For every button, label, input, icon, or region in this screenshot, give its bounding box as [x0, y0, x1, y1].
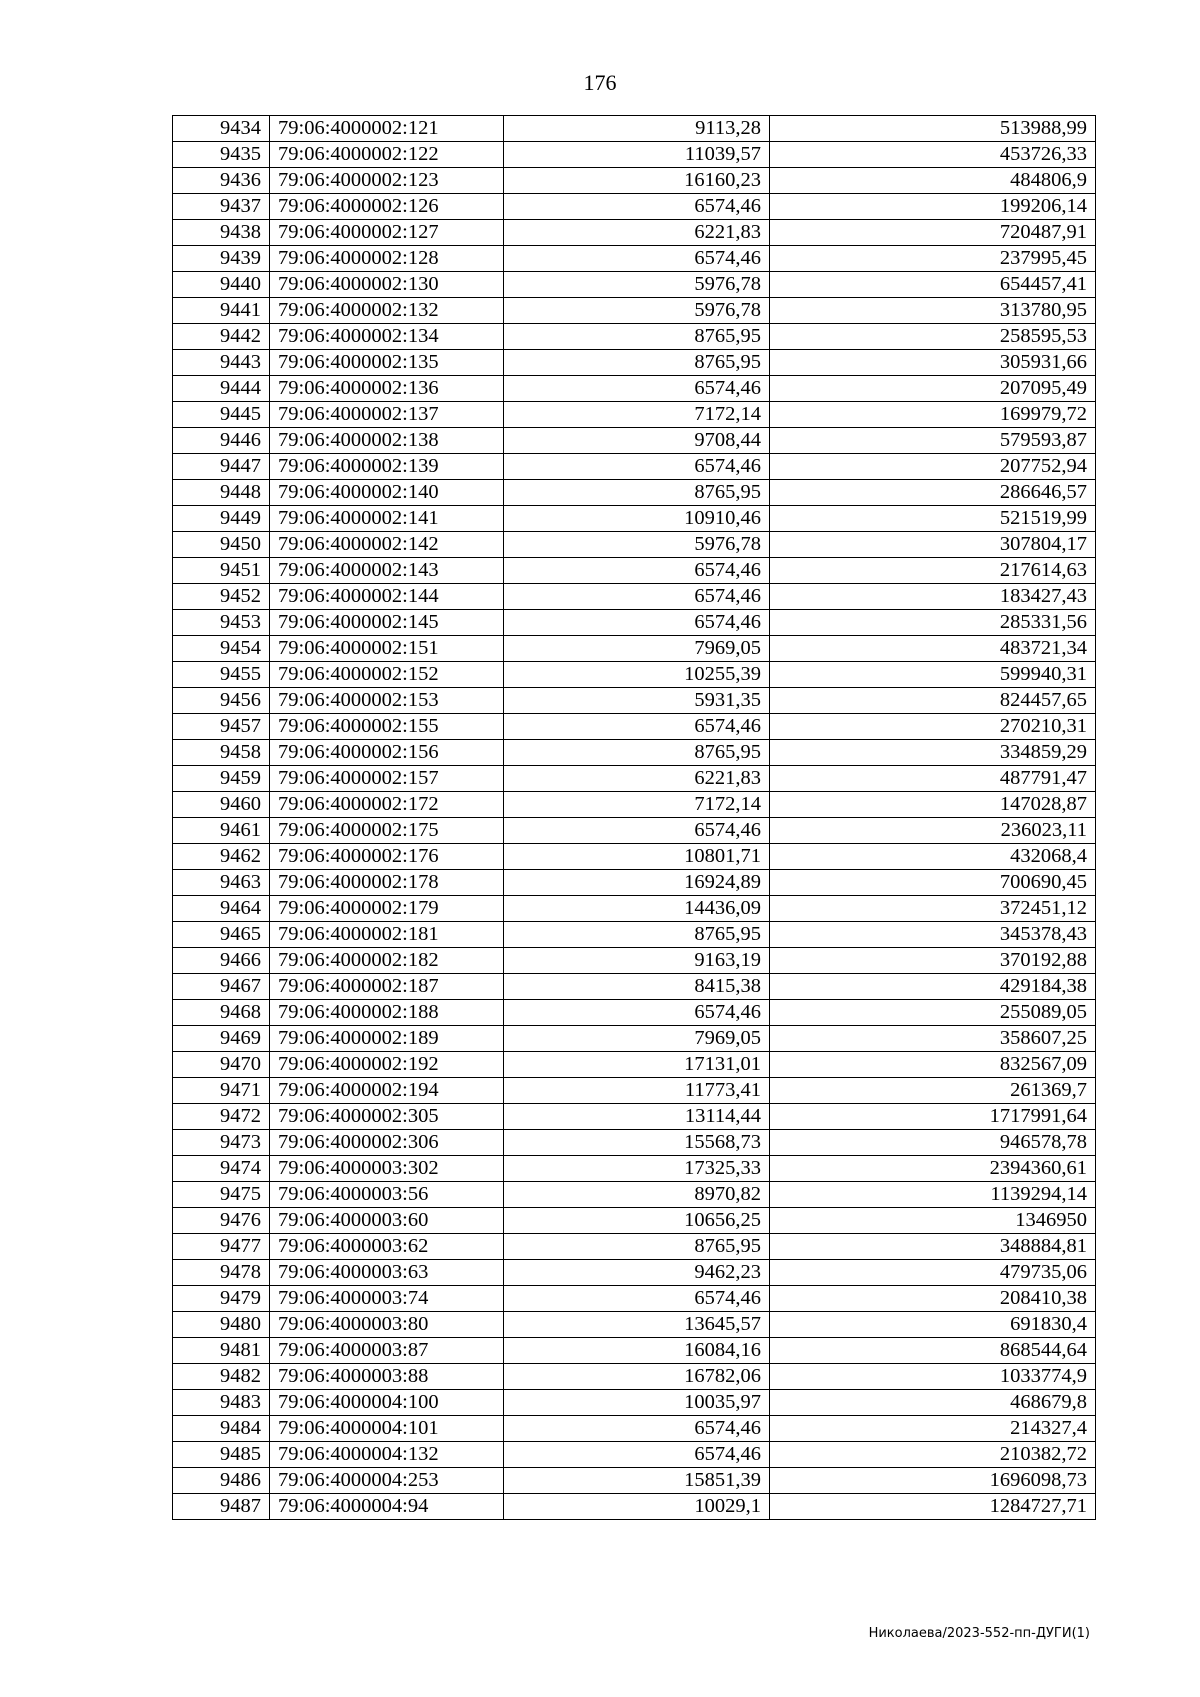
row-number-cell: 9467 [173, 974, 270, 1000]
table-row [173, 1312, 1096, 1338]
document-reference: Николаева/2023-552-пп-ДУГИ(1) [868, 1626, 1090, 1641]
row-number-cell: 9483 [173, 1390, 270, 1416]
area-cell: 9708,44 [504, 428, 770, 454]
cadastral-number-cell: 79:06:4000002:176 [270, 844, 504, 870]
cadastral-number-cell: 79:06:4000004:100 [270, 1390, 504, 1416]
cadastral-number-cell: 79:06:4000002:135 [270, 350, 504, 376]
area-cell: 10910,46 [504, 506, 770, 532]
area-cell: 6574,46 [504, 1442, 770, 1468]
area-cell: 6221,83 [504, 766, 770, 792]
cadastral-value-cell: 286646,57 [770, 480, 1096, 506]
cadastral-value-cell: 1346950 [770, 1208, 1096, 1234]
table-row [173, 870, 1096, 896]
cadastral-value-cell: 487791,47 [770, 766, 1096, 792]
table-row [173, 636, 1096, 662]
cadastral-value-cell: 453726,33 [770, 142, 1096, 168]
row-number-cell: 9448 [173, 480, 270, 506]
row-number-cell: 9484 [173, 1416, 270, 1442]
area-cell: 9163,19 [504, 948, 770, 974]
cadastral-value-cell: 270210,31 [770, 714, 1096, 740]
row-number-cell: 9455 [173, 662, 270, 688]
cadastral-value-cell: 208410,38 [770, 1286, 1096, 1312]
cadastral-number-cell: 79:06:4000002:157 [270, 766, 504, 792]
area-cell: 6574,46 [504, 376, 770, 402]
row-number-cell: 9462 [173, 844, 270, 870]
row-number-cell: 9485 [173, 1442, 270, 1468]
area-cell: 8970,82 [504, 1182, 770, 1208]
area-cell: 6574,46 [504, 558, 770, 584]
cadastral-value-cell: 654457,41 [770, 272, 1096, 298]
cadastral-number-cell: 79:06:4000002:188 [270, 1000, 504, 1026]
cadastral-number-cell: 79:06:4000003:302 [270, 1156, 504, 1182]
cadastral-value-cell: 483721,34 [770, 636, 1096, 662]
table-row [173, 1442, 1096, 1468]
row-number-cell: 9472 [173, 1104, 270, 1130]
row-number-cell: 9486 [173, 1468, 270, 1494]
cadastral-value-cell: 372451,12 [770, 896, 1096, 922]
table-row [173, 1234, 1096, 1260]
cadastral-number-cell: 79:06:4000002:145 [270, 610, 504, 636]
cadastral-number-cell: 79:06:4000002:142 [270, 532, 504, 558]
cadastral-value-table [172, 115, 1096, 1520]
cadastral-number-cell: 79:06:4000002:172 [270, 792, 504, 818]
table-row [173, 1052, 1096, 1078]
area-cell: 5976,78 [504, 272, 770, 298]
row-number-cell: 9436 [173, 168, 270, 194]
table-row [173, 1078, 1096, 1104]
cadastral-number-cell: 79:06:4000003:74 [270, 1286, 504, 1312]
table-row [173, 1286, 1096, 1312]
row-number-cell: 9441 [173, 298, 270, 324]
cadastral-number-cell: 79:06:4000002:141 [270, 506, 504, 532]
row-number-cell: 9446 [173, 428, 270, 454]
cadastral-value-cell: 479735,06 [770, 1260, 1096, 1286]
row-number-cell: 9463 [173, 870, 270, 896]
cadastral-number-cell: 79:06:4000002:139 [270, 454, 504, 480]
cadastral-value-cell: 1696098,73 [770, 1468, 1096, 1494]
row-number-cell: 9447 [173, 454, 270, 480]
cadastral-value-cell: 313780,95 [770, 298, 1096, 324]
cadastral-number-cell: 79:06:4000002:152 [270, 662, 504, 688]
cadastral-value-cell: 579593,87 [770, 428, 1096, 454]
row-number-cell: 9451 [173, 558, 270, 584]
table-row [173, 1130, 1096, 1156]
cadastral-number-cell: 79:06:4000002:137 [270, 402, 504, 428]
area-cell: 11773,41 [504, 1078, 770, 1104]
table-row [173, 168, 1096, 194]
cadastral-number-cell: 79:06:4000002:306 [270, 1130, 504, 1156]
row-number-cell: 9464 [173, 896, 270, 922]
cadastral-number-cell: 79:06:4000002:136 [270, 376, 504, 402]
page-number: 176 [583, 70, 617, 95]
cadastral-value-cell: 307804,17 [770, 532, 1096, 558]
cadastral-number-cell: 79:06:4000003:62 [270, 1234, 504, 1260]
area-cell: 5931,35 [504, 688, 770, 714]
cadastral-number-cell: 79:06:4000002:182 [270, 948, 504, 974]
row-number-cell: 9445 [173, 402, 270, 428]
cadastral-number-cell: 79:06:4000002:132 [270, 298, 504, 324]
cadastral-number-cell: 79:06:4000002:126 [270, 194, 504, 220]
table-row [173, 480, 1096, 506]
cadastral-value-cell: 183427,43 [770, 584, 1096, 610]
area-cell: 9462,23 [504, 1260, 770, 1286]
row-number-cell: 9439 [173, 246, 270, 272]
cadastral-number-cell: 79:06:4000002:155 [270, 714, 504, 740]
table-row [173, 974, 1096, 1000]
table-row [173, 454, 1096, 480]
row-number-cell: 9444 [173, 376, 270, 402]
table-row [173, 116, 1096, 142]
area-cell: 10801,71 [504, 844, 770, 870]
row-number-cell: 9457 [173, 714, 270, 740]
area-cell: 8765,95 [504, 324, 770, 350]
cadastral-value-cell: 217614,63 [770, 558, 1096, 584]
cadastral-value-cell: 832567,09 [770, 1052, 1096, 1078]
cadastral-value-cell: 199206,14 [770, 194, 1096, 220]
row-number-cell: 9479 [173, 1286, 270, 1312]
table-row [173, 402, 1096, 428]
area-cell: 6574,46 [504, 194, 770, 220]
area-cell: 6574,46 [504, 818, 770, 844]
area-cell: 6574,46 [504, 454, 770, 480]
table-row [173, 1000, 1096, 1026]
table-row [173, 922, 1096, 948]
cadastral-number-cell: 79:06:4000002:138 [270, 428, 504, 454]
area-cell: 7969,05 [504, 636, 770, 662]
cadastral-number-cell: 79:06:4000002:194 [270, 1078, 504, 1104]
table-row [173, 896, 1096, 922]
row-number-cell: 9449 [173, 506, 270, 532]
table-row [173, 194, 1096, 220]
area-cell: 6221,83 [504, 220, 770, 246]
cadastral-value-cell: 1284727,71 [770, 1494, 1096, 1520]
row-number-cell: 9443 [173, 350, 270, 376]
cadastral-number-cell: 79:06:4000002:130 [270, 272, 504, 298]
row-number-cell: 9477 [173, 1234, 270, 1260]
cadastral-value-cell: 513988,99 [770, 116, 1096, 142]
table-row [173, 662, 1096, 688]
cadastral-number-cell: 79:06:4000002:189 [270, 1026, 504, 1052]
row-number-cell: 9474 [173, 1156, 270, 1182]
table-row [173, 324, 1096, 350]
row-number-cell: 9471 [173, 1078, 270, 1104]
cadastral-number-cell: 79:06:4000003:63 [270, 1260, 504, 1286]
table-row [173, 714, 1096, 740]
area-cell: 6574,46 [504, 584, 770, 610]
area-cell: 6574,46 [504, 1000, 770, 1026]
area-cell: 6574,46 [504, 714, 770, 740]
table-row [173, 1338, 1096, 1364]
table-row [173, 1156, 1096, 1182]
cadastral-value-cell: 345378,43 [770, 922, 1096, 948]
table-row [173, 1104, 1096, 1130]
area-cell: 8765,95 [504, 1234, 770, 1260]
row-number-cell: 9456 [173, 688, 270, 714]
cadastral-number-cell: 79:06:4000003:87 [270, 1338, 504, 1364]
row-number-cell: 9438 [173, 220, 270, 246]
cadastral-value-cell: 305931,66 [770, 350, 1096, 376]
cadastral-value-cell: 210382,72 [770, 1442, 1096, 1468]
cadastral-value-cell: 521519,99 [770, 506, 1096, 532]
area-cell: 8765,95 [504, 740, 770, 766]
area-cell: 6574,46 [504, 610, 770, 636]
cadastral-number-cell: 79:06:4000002:187 [270, 974, 504, 1000]
cadastral-number-cell: 79:06:4000002:134 [270, 324, 504, 350]
row-number-cell: 9470 [173, 1052, 270, 1078]
table-row [173, 1364, 1096, 1390]
cadastral-number-cell: 79:06:4000004:101 [270, 1416, 504, 1442]
row-number-cell: 9469 [173, 1026, 270, 1052]
cadastral-value-cell: 258595,53 [770, 324, 1096, 350]
area-cell: 17325,33 [504, 1156, 770, 1182]
table-row [173, 350, 1096, 376]
cadastral-number-cell: 79:06:4000002:128 [270, 246, 504, 272]
cadastral-number-cell: 79:06:4000004:253 [270, 1468, 504, 1494]
table-row [173, 948, 1096, 974]
row-number-cell: 9450 [173, 532, 270, 558]
table-row [173, 220, 1096, 246]
row-number-cell: 9453 [173, 610, 270, 636]
area-cell: 7172,14 [504, 402, 770, 428]
cadastral-number-cell: 79:06:4000002:143 [270, 558, 504, 584]
table-row [173, 610, 1096, 636]
area-cell: 7172,14 [504, 792, 770, 818]
cadastral-number-cell: 79:06:4000004:132 [270, 1442, 504, 1468]
row-number-cell: 9442 [173, 324, 270, 350]
cadastral-number-cell: 79:06:4000003:56 [270, 1182, 504, 1208]
row-number-cell: 9465 [173, 922, 270, 948]
row-number-cell: 9475 [173, 1182, 270, 1208]
table-row [173, 818, 1096, 844]
cadastral-number-cell: 79:06:4000002:140 [270, 480, 504, 506]
row-number-cell: 9482 [173, 1364, 270, 1390]
area-cell: 6574,46 [504, 1286, 770, 1312]
row-number-cell: 9487 [173, 1494, 270, 1520]
area-cell: 5976,78 [504, 298, 770, 324]
cadastral-value-cell: 432068,4 [770, 844, 1096, 870]
cadastral-value-cell: 720487,91 [770, 220, 1096, 246]
cadastral-number-cell: 79:06:4000002:192 [270, 1052, 504, 1078]
cadastral-number-cell: 79:06:4000002:151 [270, 636, 504, 662]
cadastral-value-cell: 358607,25 [770, 1026, 1096, 1052]
table-row [173, 1468, 1096, 1494]
area-cell: 10255,39 [504, 662, 770, 688]
table-row [173, 1182, 1096, 1208]
area-cell: 8765,95 [504, 350, 770, 376]
cadastral-value-cell: 1139294,14 [770, 1182, 1096, 1208]
cadastral-number-cell: 79:06:4000002:178 [270, 870, 504, 896]
cadastral-number-cell: 79:06:4000002:153 [270, 688, 504, 714]
cadastral-number-cell: 79:06:4000002:122 [270, 142, 504, 168]
cadastral-value-cell: 236023,11 [770, 818, 1096, 844]
cadastral-value-cell: 484806,9 [770, 168, 1096, 194]
row-number-cell: 9473 [173, 1130, 270, 1156]
cadastral-number-cell: 79:06:4000002:144 [270, 584, 504, 610]
cadastral-number-cell: 79:06:4000002:179 [270, 896, 504, 922]
area-cell: 8415,38 [504, 974, 770, 1000]
cadastral-value-cell: 147028,87 [770, 792, 1096, 818]
area-cell: 8765,95 [504, 480, 770, 506]
cadastral-value-cell: 700690,45 [770, 870, 1096, 896]
table-row [173, 1416, 1096, 1442]
table-row [173, 766, 1096, 792]
cadastral-value-cell: 2394360,61 [770, 1156, 1096, 1182]
cadastral-value-cell: 285331,56 [770, 610, 1096, 636]
table-row [173, 142, 1096, 168]
cadastral-value-cell: 237995,45 [770, 246, 1096, 272]
row-number-cell: 9480 [173, 1312, 270, 1338]
row-number-cell: 9437 [173, 194, 270, 220]
cadastral-value-cell: 255089,05 [770, 1000, 1096, 1026]
area-cell: 6574,46 [504, 1416, 770, 1442]
table-row [173, 558, 1096, 584]
table-row [173, 1390, 1096, 1416]
table-row [173, 532, 1096, 558]
table-row [173, 1494, 1096, 1520]
area-cell: 16924,89 [504, 870, 770, 896]
table-row [173, 792, 1096, 818]
area-cell: 13114,44 [504, 1104, 770, 1130]
table-body [173, 116, 1096, 1520]
cadastral-value-cell: 334859,29 [770, 740, 1096, 766]
table-row [173, 428, 1096, 454]
area-cell: 16160,23 [504, 168, 770, 194]
area-cell: 7969,05 [504, 1026, 770, 1052]
table-row [173, 1208, 1096, 1234]
row-number-cell: 9460 [173, 792, 270, 818]
area-cell: 15851,39 [504, 1468, 770, 1494]
table-row [173, 298, 1096, 324]
cadastral-value-cell: 370192,88 [770, 948, 1096, 974]
cadastral-value-cell: 348884,81 [770, 1234, 1096, 1260]
area-cell: 10656,25 [504, 1208, 770, 1234]
cadastral-value-cell: 468679,8 [770, 1390, 1096, 1416]
cadastral-number-cell: 79:06:4000002:156 [270, 740, 504, 766]
table-row [173, 376, 1096, 402]
cadastral-value-cell: 429184,38 [770, 974, 1096, 1000]
row-number-cell: 9434 [173, 116, 270, 142]
area-cell: 10029,1 [504, 1494, 770, 1520]
table-row [173, 740, 1096, 766]
area-cell: 8765,95 [504, 922, 770, 948]
row-number-cell: 9466 [173, 948, 270, 974]
area-cell: 13645,57 [504, 1312, 770, 1338]
cadastral-value-cell: 691830,4 [770, 1312, 1096, 1338]
cadastral-number-cell: 79:06:4000002:123 [270, 168, 504, 194]
row-number-cell: 9459 [173, 766, 270, 792]
cadastral-number-cell: 79:06:4000002:175 [270, 818, 504, 844]
row-number-cell: 9458 [173, 740, 270, 766]
table-row [173, 1260, 1096, 1286]
table-row [173, 506, 1096, 532]
cadastral-value-cell: 946578,78 [770, 1130, 1096, 1156]
area-cell: 16782,06 [504, 1364, 770, 1390]
table-row [173, 688, 1096, 714]
cadastral-value-cell: 1717991,64 [770, 1104, 1096, 1130]
area-cell: 17131,01 [504, 1052, 770, 1078]
row-number-cell: 9481 [173, 1338, 270, 1364]
table-row [173, 272, 1096, 298]
cadastral-number-cell: 79:06:4000003:80 [270, 1312, 504, 1338]
table-row [173, 1026, 1096, 1052]
area-cell: 15568,73 [504, 1130, 770, 1156]
area-cell: 10035,97 [504, 1390, 770, 1416]
area-cell: 5976,78 [504, 532, 770, 558]
cadastral-number-cell: 79:06:4000002:127 [270, 220, 504, 246]
cadastral-value-cell: 207752,94 [770, 454, 1096, 480]
row-number-cell: 9454 [173, 636, 270, 662]
cadastral-number-cell: 79:06:4000003:60 [270, 1208, 504, 1234]
cadastral-value-cell: 1033774,9 [770, 1364, 1096, 1390]
area-cell: 14436,09 [504, 896, 770, 922]
table-row [173, 584, 1096, 610]
cadastral-number-cell: 79:06:4000004:94 [270, 1494, 504, 1520]
table-row [173, 246, 1096, 272]
area-cell: 6574,46 [504, 246, 770, 272]
cadastral-value-cell: 261369,7 [770, 1078, 1096, 1104]
row-number-cell: 9461 [173, 818, 270, 844]
cadastral-value-cell: 169979,72 [770, 402, 1096, 428]
cadastral-value-cell: 868544,64 [770, 1338, 1096, 1364]
row-number-cell: 9440 [173, 272, 270, 298]
cadastral-value-cell: 207095,49 [770, 376, 1096, 402]
row-number-cell: 9468 [173, 1000, 270, 1026]
row-number-cell: 9435 [173, 142, 270, 168]
cadastral-value-cell: 824457,65 [770, 688, 1096, 714]
cadastral-number-cell: 79:06:4000002:305 [270, 1104, 504, 1130]
area-cell: 9113,28 [504, 116, 770, 142]
area-cell: 16084,16 [504, 1338, 770, 1364]
cadastral-number-cell: 79:06:4000002:121 [270, 116, 504, 142]
row-number-cell: 9452 [173, 584, 270, 610]
row-number-cell: 9476 [173, 1208, 270, 1234]
table-row [173, 844, 1096, 870]
cadastral-number-cell: 79:06:4000002:181 [270, 922, 504, 948]
row-number-cell: 9478 [173, 1260, 270, 1286]
area-cell: 11039,57 [504, 142, 770, 168]
cadastral-number-cell: 79:06:4000003:88 [270, 1364, 504, 1390]
cadastral-value-cell: 599940,31 [770, 662, 1096, 688]
cadastral-value-cell: 214327,4 [770, 1416, 1096, 1442]
